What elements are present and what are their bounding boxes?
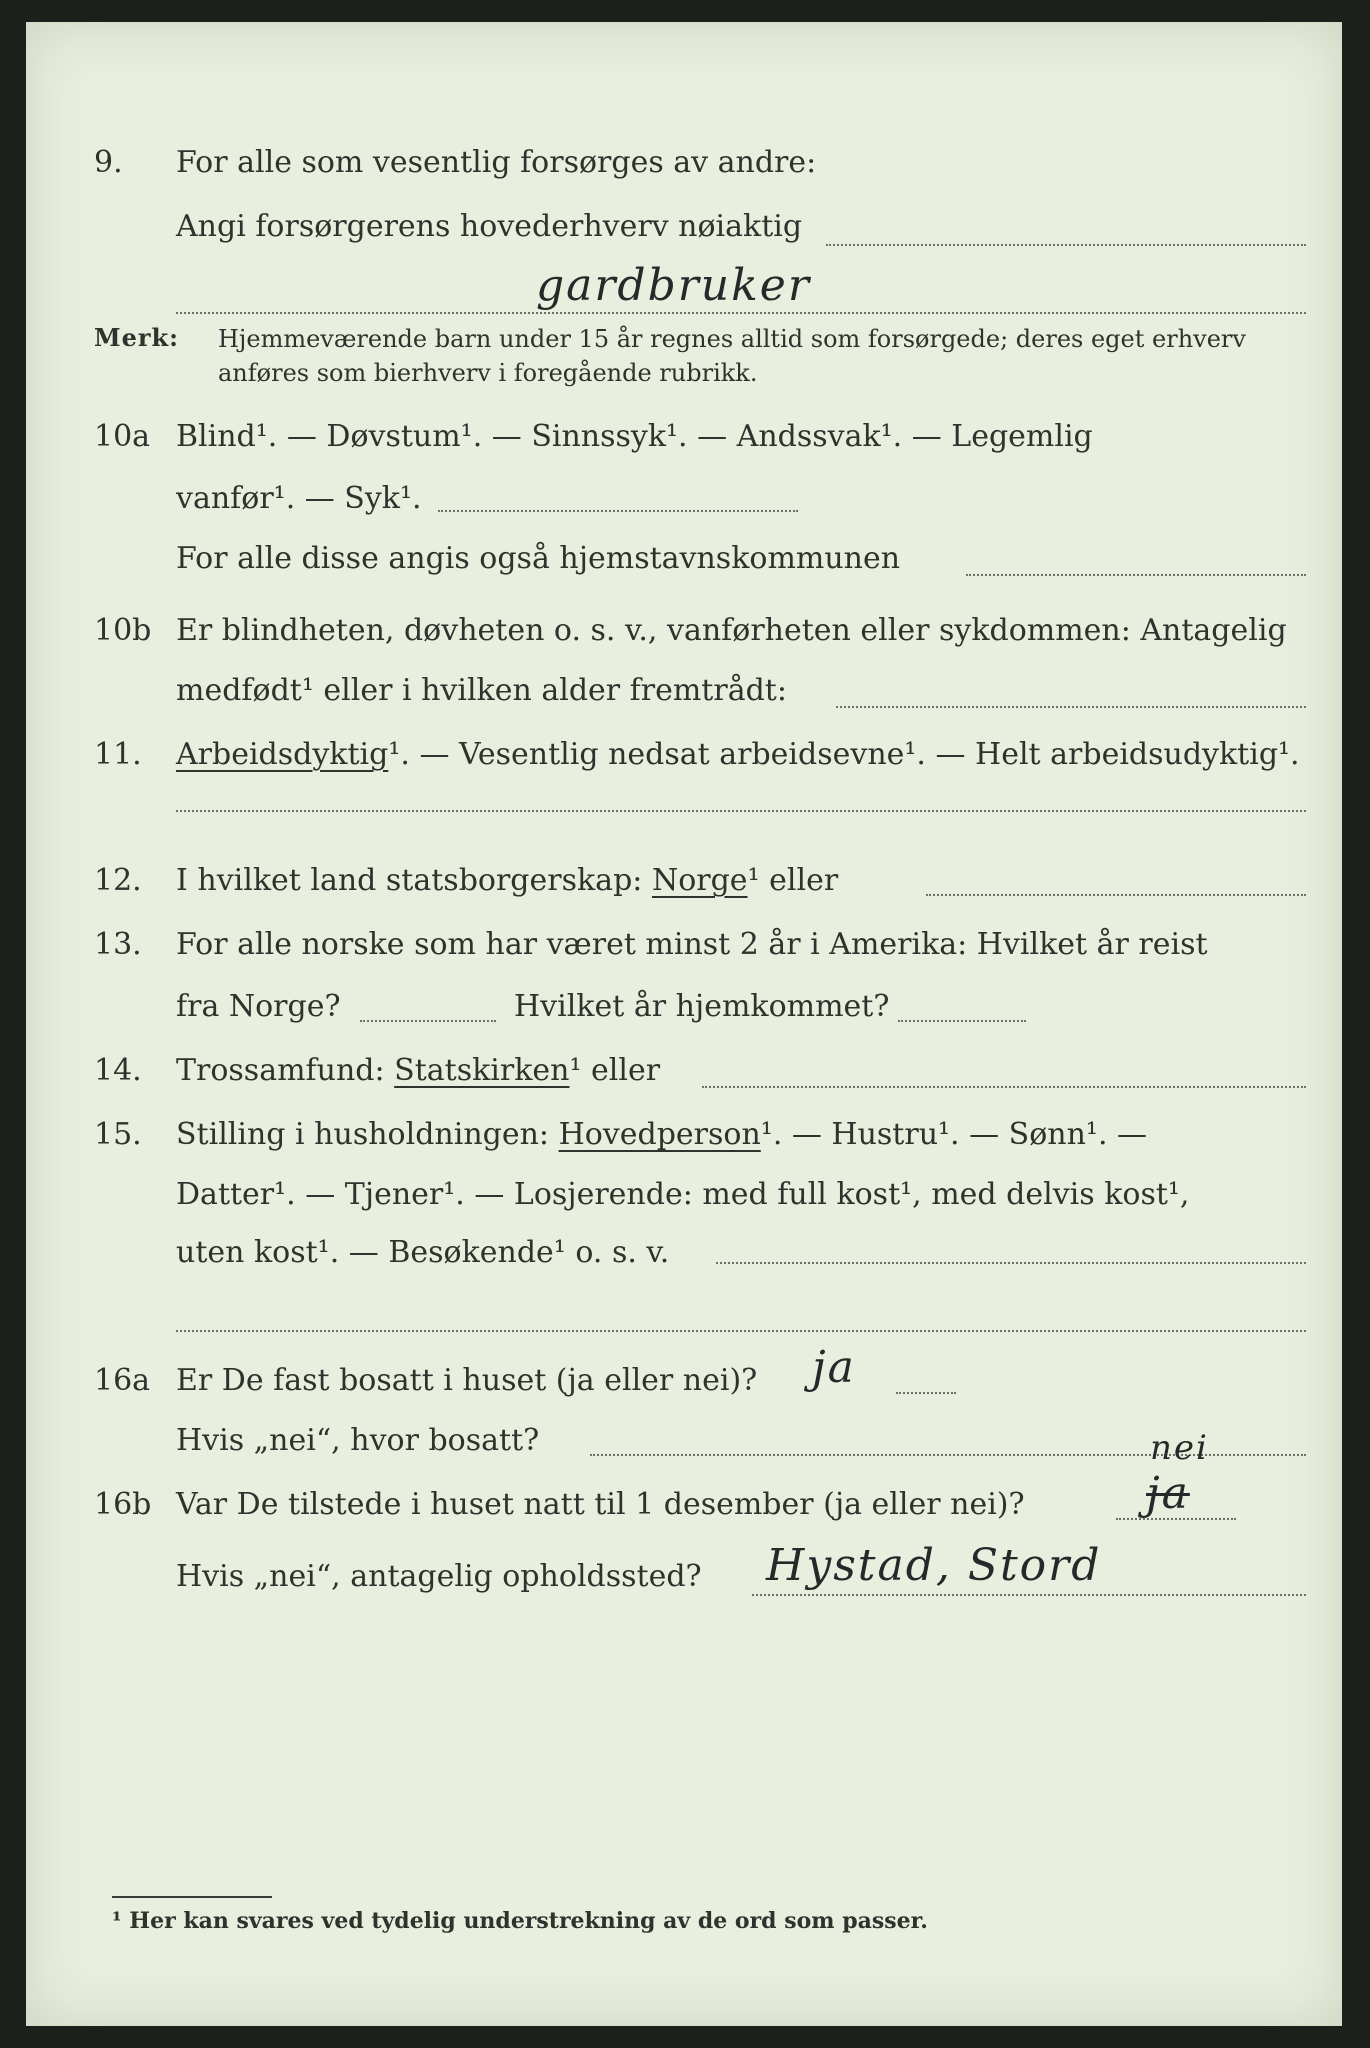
item-number: 9. <box>94 145 123 180</box>
question-text: uten kost¹. — Besøkende¹ o. s. v. <box>176 1235 670 1270</box>
question-text: Blind¹. — Døvstum¹. — Sinnssyk¹. — Andssvak¹. — Legemlig <box>176 419 1093 454</box>
answer-line <box>836 706 1306 708</box>
item-number: 16a <box>94 1363 151 1398</box>
question-text: I hvilket land statsborgerskap: Norge¹ eller <box>176 863 839 898</box>
question-text: vanfør¹. — Syk¹. <box>176 481 422 516</box>
answer-line <box>176 312 1306 314</box>
note-text: anføres som bierhverv i foregående rubrikk. <box>218 359 758 387</box>
question-text: Er De fast bosatt i huset (ja eller nei)? <box>176 1363 758 1398</box>
item-number: 10a <box>94 419 151 454</box>
answer-line <box>898 1020 1026 1022</box>
question-text: Var De tilstede i huset natt til 1 desember (ja eller nei)? <box>176 1487 1025 1522</box>
question-text: Hvis „nei“, hvor bosatt? <box>176 1423 540 1458</box>
answer-line <box>926 894 1306 896</box>
answer-line <box>176 1330 1306 1332</box>
item-number: 14. <box>94 1053 142 1088</box>
question-text: Stilling i husholdningen: Hovedperson¹. — Hustru¹. — Sønn¹. — <box>176 1117 1148 1152</box>
question-text: medfødt¹ eller i hvilken alder fremtrådt: <box>176 673 787 708</box>
answer-line <box>438 510 798 512</box>
handwritten-answer-struck: ja <box>1146 1468 1190 1519</box>
question-text: Er blindheten, døvheten o. s. v., vanførheten eller sykdommen: Antagelig <box>176 613 1287 648</box>
item-number: 11. <box>94 737 142 772</box>
question-text: fra Norge? <box>176 989 341 1024</box>
answer-line <box>896 1392 956 1394</box>
underlined-answer: Norge <box>651 863 748 898</box>
footnote-rule <box>112 1896 272 1898</box>
answer-line <box>716 1262 1306 1264</box>
answer-line <box>360 1020 496 1022</box>
question-text: Datter¹. — Tjener¹. — Losjerende: med full kost¹, med delvis kost¹, <box>176 1177 1190 1212</box>
note-text: Hjemmeværende barn under 15 år regnes alltid som forsørgede; deres eget erhverv <box>218 325 1246 353</box>
answer-line <box>966 574 1306 576</box>
footnote: ¹ Her kan svares ved tydelig understrekning av de ord som passer. <box>112 1908 928 1934</box>
underlined-answer: Arbeidsdyktig <box>176 737 389 772</box>
question-text: For alle som vesentlig forsørges av andre: <box>176 145 817 180</box>
question-text: Angi forsørgerens hovederhverv nøiaktig <box>176 209 803 244</box>
item-number: 10b <box>94 613 152 648</box>
handwritten-answer: nei <box>1150 1428 1209 1468</box>
census-form-page <box>26 22 1342 2026</box>
handwritten-answer: Hystad, Stord <box>766 1540 1102 1591</box>
question-text: Arbeidsdyktig¹. — Vesentlig nedsat arbeidsevne¹. — Helt arbeidsudyktig¹. <box>176 737 1300 772</box>
item-number: 13. <box>94 927 142 962</box>
answer-line <box>176 810 1306 812</box>
answer-line <box>702 1086 1306 1088</box>
underlined-answer: Hovedperson <box>558 1117 761 1152</box>
question-text: For alle disse angis også hjemstavnskommunen <box>176 541 901 576</box>
underlined-answer: Statskirken <box>394 1053 570 1088</box>
question-text: Hvis „nei“, antagelig opholdssted? <box>176 1559 702 1594</box>
handwritten-answer: ja <box>812 1342 856 1393</box>
item-number: 15. <box>94 1117 142 1152</box>
note-label: Merk: <box>94 323 179 352</box>
question-text: For alle norske som har været minst 2 år i Amerika: Hvilket år reist <box>176 927 1208 962</box>
answer-line <box>1116 1518 1236 1520</box>
question-text: Hvilket år hjemkommet? <box>514 989 890 1024</box>
item-number: 16b <box>94 1487 152 1522</box>
answer-line <box>752 1594 1306 1596</box>
handwritten-answer: gardbruker <box>536 260 811 311</box>
question-text: Trossamfund: Statskirken¹ eller <box>176 1053 661 1088</box>
answer-line <box>826 244 1306 246</box>
item-number: 12. <box>94 863 142 898</box>
